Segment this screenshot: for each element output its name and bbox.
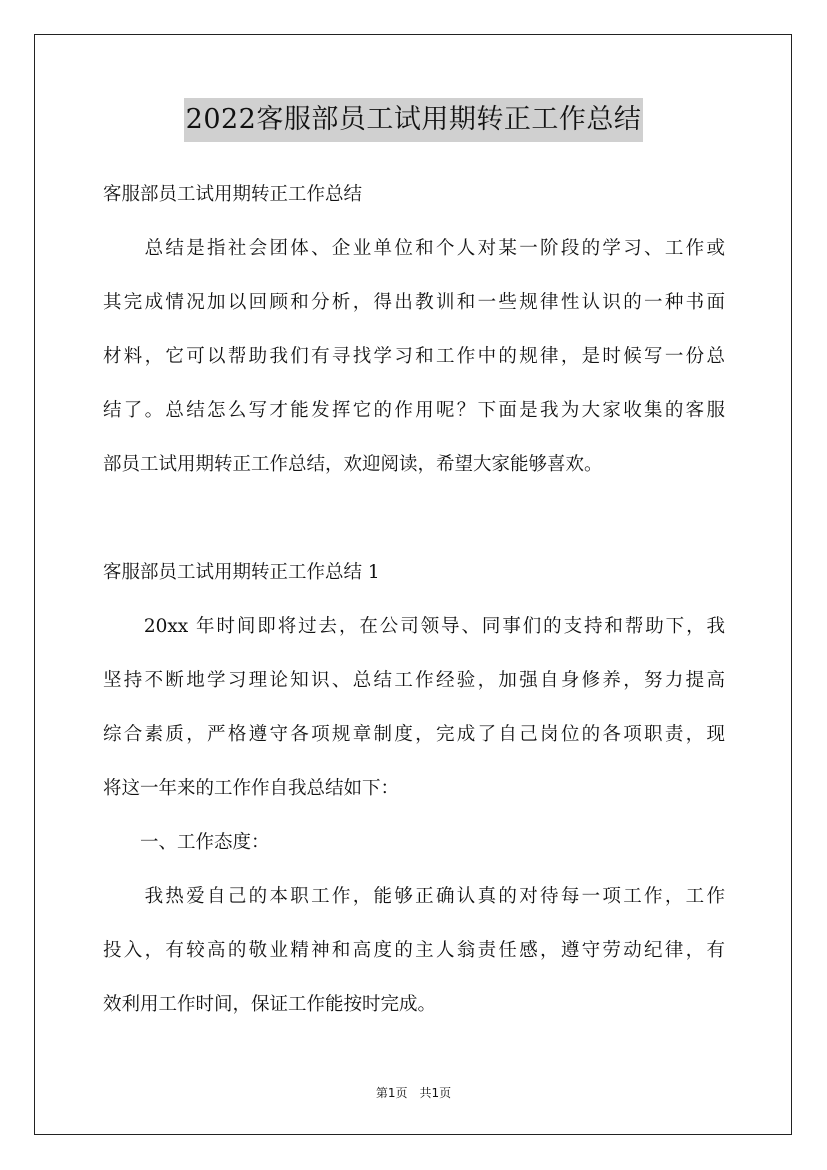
document-subtitle: 客服部员工试用期转正工作总结	[103, 184, 363, 205]
intro-line: 其完成情况加以回顾和分析，得出教训和一些规律性认识的一种书面	[103, 292, 725, 313]
section-heading: 客服部员工试用期转正工作总结 1	[103, 562, 380, 583]
intro-line: 材料，它可以帮助我们有寻找学习和工作中的规律，是时候写一份总	[103, 346, 725, 367]
section-line: 20xx 年时间即将过去，在公司领导、同事们的支持和帮助下，我	[103, 616, 725, 637]
sub-heading: 一、工作态度：	[103, 832, 270, 853]
paragraph-line: 投入，有较高的敬业精神和高度的主人翁责任感，遵守劳动纪律，有	[103, 940, 725, 961]
title-container	[0, 98, 827, 142]
paragraph-line: 效利用工作时间，保证工作能按时完成。	[103, 994, 437, 1015]
page-footer: 第1页 共1页	[375, 1086, 452, 1100]
section-line: 综合素质，严格遵守各项规章制度，完成了自己岗位的各项职责，现	[103, 724, 725, 745]
intro-line: 总结是指社会团体、企业单位和个人对某一阶段的学习、工作或	[103, 238, 725, 259]
intro-line: 结了。总结怎么写才能发挥它的作用呢？下面是我为大家收集的客服	[103, 400, 725, 421]
intro-line: 部员工试用期转正工作总结，欢迎阅读，希望大家能够喜欢。	[103, 454, 603, 475]
section-line: 坚持不断地学习理论知识、总结工作经验，加强自身修养，努力提高	[103, 670, 725, 691]
section-line: 将这一年来的工作作自我总结如下：	[103, 778, 400, 799]
document-title: 2022客服部员工试用期转正工作总结	[184, 98, 644, 142]
paragraph-line: 我热爱自己的本职工作，能够正确认真的对待每一项工作，工作	[103, 886, 725, 907]
